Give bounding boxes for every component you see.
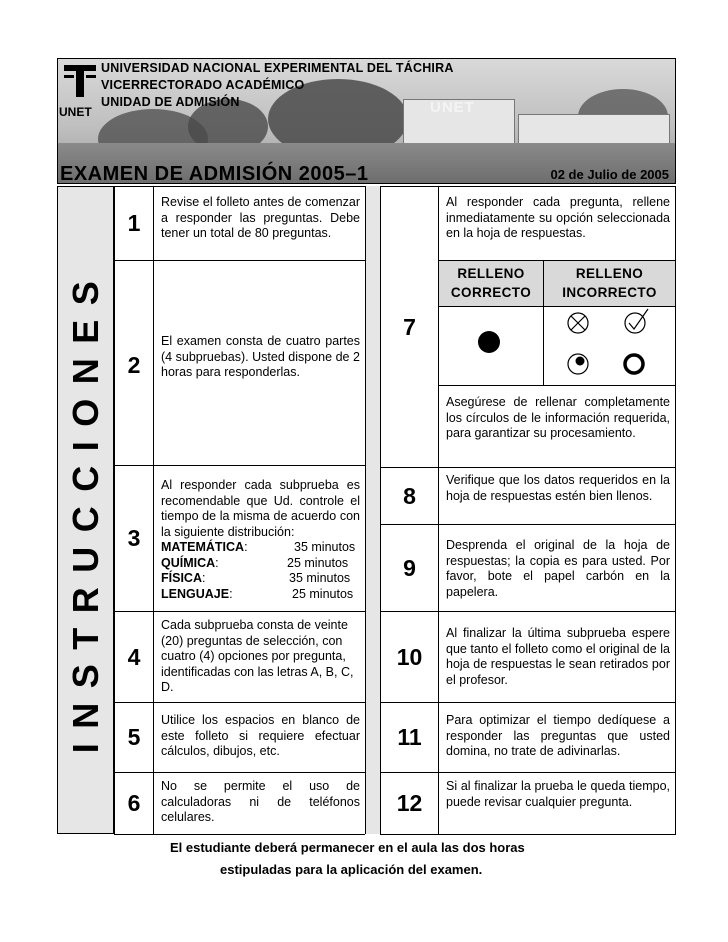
divider bbox=[380, 834, 676, 835]
instruction-text: No se permite el uso de calculadoras ni de teléfonos celulares. bbox=[161, 779, 360, 824]
subject-name: QUÍMICA bbox=[161, 555, 216, 570]
instruction-text: Revise el folleto antes de comenzar a responder las preguntas. Debe tener un total de 80 preguntas. bbox=[161, 195, 360, 240]
instruction-text: Al responder cada pregunta, rellene inmediatamente su opción seleccionada en la hoja de respuestas. bbox=[446, 195, 670, 240]
building-illustration bbox=[518, 114, 670, 146]
instruction-number: 9 bbox=[403, 554, 416, 581]
filled-circle-icon bbox=[478, 331, 500, 353]
instruction-text: El examen consta de cuatro partes (4 subpruebas). Usted dispone de 2 horas para responderlas. bbox=[161, 334, 360, 379]
column-gap bbox=[365, 186, 380, 834]
sidebar-title: INSTRUCCIONES bbox=[64, 266, 106, 754]
instruction-text: Para optimizar el tiempo dedíquese a responder las preguntas que usted domina, no trate de adivinarlas. bbox=[446, 713, 670, 758]
divider bbox=[153, 186, 154, 834]
fill-incorrect-header: RELLENO INCORRECTO bbox=[544, 261, 675, 306]
divider bbox=[438, 385, 675, 386]
unidad-name: UNIDAD DE ADMISIÓN bbox=[101, 95, 240, 109]
subject-time: 25 minutos bbox=[292, 586, 354, 601]
crossed-circle-icon bbox=[566, 311, 590, 335]
exam-date: 02 de Julio de 2005 bbox=[550, 167, 669, 182]
instruction-text: Al finalizar la última subprueba espere que tanto el folleto como el original de la hoja de respuestas le sean retirados por el profesor. bbox=[446, 626, 670, 687]
instruction-text: Al responder cada subprueba es recomendable que Ud. controle el tiempo de la misma de acuerdo con la siguiente distribución: bbox=[161, 478, 360, 539]
instruction-number: 8 bbox=[403, 482, 416, 509]
instruction-text: Verifique que los datos requeridos en la hoja de respuestas estén bien llenos. bbox=[446, 473, 670, 503]
fill-note: Asegúrese de rellenar completamente los círculos de le información requerida, para garantizar su procesamiento. bbox=[446, 395, 670, 440]
distribution-row: FÍSICA: 35 minutos bbox=[161, 571, 351, 585]
instruction-number: 11 bbox=[397, 724, 422, 750]
header-banner bbox=[57, 58, 676, 184]
subject-name: FÍSICA bbox=[161, 571, 202, 585]
instruction-number: 1 bbox=[127, 210, 141, 236]
instruction-number: 6 bbox=[127, 790, 141, 816]
exam-title: EXAMEN DE ADMISIÓN 2005–1 bbox=[60, 163, 369, 184]
fill-correct-header: RELLENO CORRECTO bbox=[439, 261, 543, 306]
instruction-number: 4 bbox=[127, 643, 141, 670]
instruction-text: Utilice los espacios en blanco de este folleto si requiere efectuar cálculos, dibujos, etc. bbox=[161, 713, 360, 758]
university-logo-icon bbox=[62, 63, 98, 99]
footer-line-2: estipuladas para la aplicación del examen. bbox=[220, 862, 483, 877]
instruction-number: 7 bbox=[403, 313, 416, 340]
divider bbox=[365, 186, 366, 834]
instruction-number: 5 bbox=[127, 724, 141, 750]
footer-line-1: El estudiante deberá permanecer en el aula las dos horas bbox=[170, 840, 525, 855]
subject-name: MATEMÁTICA bbox=[161, 540, 245, 554]
partial-fill-circle-icon bbox=[566, 352, 590, 376]
subject-time: 35 minutos bbox=[289, 571, 351, 585]
building-sign: UNET bbox=[430, 99, 475, 116]
instruction-number: 12 bbox=[396, 790, 423, 816]
instruction-number: 3 bbox=[127, 525, 141, 551]
instruction-3-block bbox=[161, 478, 360, 602]
divider bbox=[114, 834, 365, 835]
instructions-sidebar bbox=[57, 186, 114, 834]
instruction-text: Si al finalizar la prueba le queda tiempo, puede revisar cualquier pregunta. bbox=[446, 779, 670, 809]
divider bbox=[675, 186, 676, 834]
checked-circle-icon bbox=[622, 306, 652, 336]
subject-time: 35 minutos bbox=[294, 540, 356, 554]
vicerrectorado-name: VICERRECTORADO ACADÉMICO bbox=[101, 78, 305, 92]
university-name: UNIVERSIDAD NACIONAL EXPERIMENTAL DEL TÁCHIRA bbox=[101, 61, 454, 75]
distribution-row: LENGUAJE: 25 minutos bbox=[161, 586, 354, 601]
subject-time: 25 minutos bbox=[287, 555, 349, 570]
subject-name: LENGUAJE bbox=[161, 586, 230, 601]
instruction-text: Desprenda el original de la hoja de respuestas; la copia es para usted. Por favor, bote el papel carbón en la papelera. bbox=[446, 538, 670, 599]
instruction-number: 2 bbox=[127, 351, 141, 378]
logo-label: UNET bbox=[59, 105, 92, 119]
distribution-row: MATEMÁTICA: 35 minutos bbox=[161, 540, 356, 554]
distribution-row: QUÍMICA: 25 minutos bbox=[161, 555, 349, 570]
ring-circle-icon bbox=[622, 352, 646, 376]
instruction-number: 10 bbox=[396, 643, 423, 670]
instruction-text: Cada subprueba consta de veinte (20) preguntas de selección, con cuatro (4) opciones por pregunta, identificadas con las letras A, B, C, D. bbox=[161, 618, 354, 694]
